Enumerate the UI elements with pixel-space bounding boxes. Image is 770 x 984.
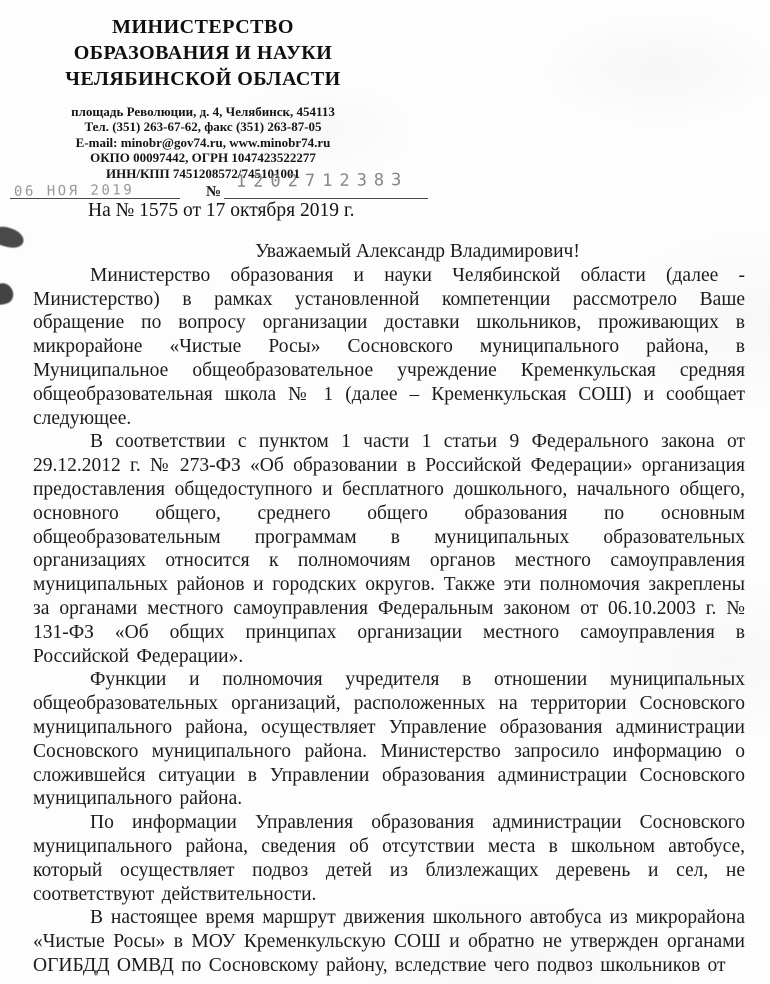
address-line: площадь Революции, д. 4, Челябинск, 454113 [71,104,335,119]
body-paragraph: Функции и полномочия учредителя в отношении муниципальных общеобразовательных организаций, расположенных на территории Сосновского муниципального района, осуществляет Управление образования администрации Сосновского муниципального района. Министерство запросило информацию о сложившейся ситуации в Управлении образования администрации Сосновского муниципального района. [33,669,745,810]
address-line: Тел. (351) 263-67-62, факс (351) 263-87-05 [84,119,322,135]
org-name-line: ЧЕЛЯБИНСКОЙ ОБЛАСТИ [65,68,341,90]
address-line: E-mail: minobr@gov74.ru, www.minobr74.ru [75,134,331,150]
scan-artifact [0,224,26,251]
body-paragraph: Министерство образования и науки Челябинской области (далее - Министерство) в рамках установленной компетенции рассмотрело Ваше обращение по вопросу организации доставки школьников, проживающих в микрорайоне «Чистые Росы» Сосновского муниципального района, в Муниципальное общеобразовательное учреждение Кременкульская средняя общеобразовательная школа № 1 (далее – Кременкульская СОШ) и сообщает следующее. [33,264,745,429]
letterhead-address-block [28,104,378,181]
letterhead-org-name [28,14,378,92]
body-paragraph: В соответствии с пунктом 1 части 1 статьи 9 Федерального закона от 29.12.2012 г. № 273-ФЗ «Об образовании в Российской Федерации» организация предоставления общедоступного и бесплатного дошкольного, начального общего, основного общего, среднего общего образования по основным общеобразовательным программам в муниципальных образовательных организациях относится к полномочиям органов местного самоуправления муниципальных районов и городских округов. Также эти полномочия закреплены за органами местного самоуправления Федеральным законом от 06.10.2003 г. № 131-ФЗ «Об общих принципах организации местного самоуправления в Российской Федерации». [33,431,745,667]
number-label: № [206,184,222,200]
address-line: ИНН/КПП 7451208572/745101001 [106,165,300,181]
salutation: Уважаемый Александр Владимирович! [255,241,580,262]
stamp-date: 06 НОЯ 2019 [13,182,135,200]
body-paragraph: В настоящее время маршрут движения школьного автобуса из микрорайона «Чистые Росы» в МОУ Кременкульскую СОШ и обратно не утвержден органами ОГИБДД ОМВД по Сосновскому району, вследствие чего подвоз школьников от [33,907,745,976]
date-underline [10,198,180,199]
scan-artifact [0,281,15,306]
number-underline [224,198,428,199]
org-name-line: МИНИСТЕРСТВО [112,16,294,38]
reference-line: На № 1575 от 17 октября 2019 г. [88,200,355,221]
body-paragraph: По информации Управления образования администрации Сосновского муниципального района, сведения об отсутствии места в школьном автобусе, который осуществляет подвоз детей из близлежащих деревень и сел, не соответствуют действительности. [33,812,745,905]
letter-body [33,240,745,978]
org-name-line: ОБРАЗОВАНИЯ И НАУКИ [73,42,333,64]
stamp-number: 1202712383 [235,170,409,192]
address-line: ОКПО 00097442, ОГРН 1047423522277 [90,150,316,166]
